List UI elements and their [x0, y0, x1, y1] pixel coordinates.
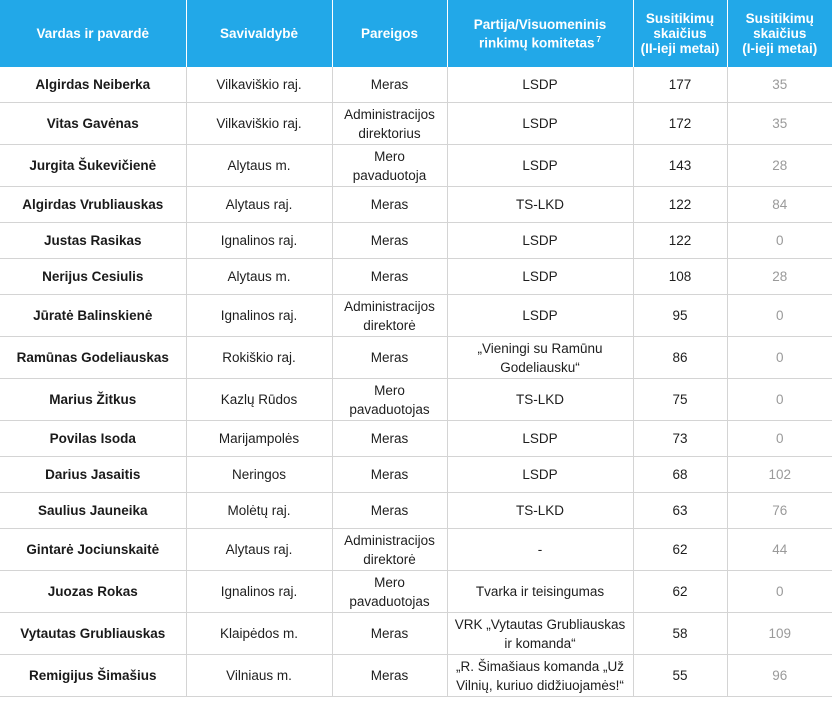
- cell-name: Justas Rasikas: [0, 223, 186, 259]
- cell-municipality: Klaipėdos m.: [186, 613, 332, 655]
- cell-party-line: Vilnių, kuriuo didžiuojamės!“: [456, 677, 624, 693]
- cell-party: [447, 493, 633, 529]
- cell-position: [332, 337, 447, 379]
- cell-position-line: Meras: [370, 350, 409, 365]
- cell-party: [447, 67, 633, 103]
- cell-position: [332, 571, 447, 613]
- cell-meetings-year1: 0: [727, 379, 832, 421]
- cell-meetings-year1: 0: [727, 295, 832, 337]
- cell-name: Ramūnas Godeliauskas: [0, 337, 186, 379]
- cell-meetings-year2: 73: [633, 421, 727, 457]
- cell-municipality: Vilkaviškio raj.: [186, 103, 332, 145]
- cell-position-line: Mero: [374, 574, 405, 590]
- cell-meetings-year1: 84: [727, 187, 832, 223]
- cell-municipality: Alytaus m.: [186, 259, 332, 295]
- cell-party-line: LSDP: [522, 77, 558, 92]
- cell-municipality: Kazlų Rūdos: [186, 379, 332, 421]
- cell-position-line: direktorė: [363, 551, 416, 567]
- cell-meetings-year2: 86: [633, 337, 727, 379]
- header-meetings-year1[interactable]: Susitikimų skaičius (I-ieji metai): [727, 0, 832, 67]
- cell-municipality: Ignalinos raj.: [186, 223, 332, 259]
- cell-meetings-year1: 28: [727, 145, 832, 187]
- cell-position-line: Meras: [370, 233, 409, 248]
- table-row: [0, 379, 832, 421]
- cell-name: Algirdas Neiberka: [0, 67, 186, 103]
- cell-name: Vitas Gavėnas: [0, 103, 186, 145]
- cell-position: [332, 295, 447, 337]
- cell-party-line: „R. Šimašiaus komanda „Už: [455, 658, 625, 674]
- table-row: [0, 187, 832, 223]
- cell-name: Juozas Rokas: [0, 571, 186, 613]
- table-row: [0, 613, 832, 655]
- cell-party-line: LSDP: [522, 233, 558, 248]
- cell-party-line: Godeliausku“: [500, 359, 580, 375]
- cell-municipality: Vilkaviškio raj.: [186, 67, 332, 103]
- cell-position: [332, 223, 447, 259]
- cell-meetings-year1: 35: [727, 67, 832, 103]
- cell-municipality: Alytaus raj.: [186, 529, 332, 571]
- cell-position-line: direktorė: [363, 317, 416, 333]
- cell-party: [447, 223, 633, 259]
- cell-position-line: Meras: [370, 467, 409, 482]
- cell-party-line: Tvarka ir teisingumas: [475, 584, 605, 599]
- cell-meetings-year2: 108: [633, 259, 727, 295]
- cell-position: [332, 421, 447, 457]
- footnote-marker: 7: [596, 34, 601, 44]
- cell-party-line: TS-LKD: [515, 392, 564, 407]
- table-row: [0, 421, 832, 457]
- cell-party: [447, 103, 633, 145]
- cell-name: Remigijus Šimašius: [0, 655, 186, 697]
- cell-party: [447, 295, 633, 337]
- cell-party: [447, 529, 633, 571]
- cell-position: [332, 529, 447, 571]
- cell-position-line: pavaduotojas: [349, 593, 430, 609]
- cell-name: Saulius Jauneika: [0, 493, 186, 529]
- cell-party: [447, 187, 633, 223]
- cell-party-line: LSDP: [522, 431, 558, 446]
- cell-municipality: Alytaus m.: [186, 145, 332, 187]
- cell-position: [332, 103, 447, 145]
- cell-meetings-year1: 109: [727, 613, 832, 655]
- cell-municipality: Neringos: [186, 457, 332, 493]
- cell-meetings-year1: 96: [727, 655, 832, 697]
- cell-party: [447, 655, 633, 697]
- cell-position-line: Meras: [370, 77, 409, 92]
- cell-party-line: VRK „Vytautas Grubliauskas: [454, 616, 626, 632]
- cell-party-line: LSDP: [522, 158, 558, 173]
- cell-position-line: Meras: [370, 668, 409, 683]
- cell-party-line: LSDP: [522, 116, 558, 131]
- cell-meetings-year2: 58: [633, 613, 727, 655]
- cell-municipality: Rokiškio raj.: [186, 337, 332, 379]
- cell-name: Darius Jasaitis: [0, 457, 186, 493]
- cell-meetings-year2: 143: [633, 145, 727, 187]
- cell-position-line: Mero: [374, 382, 405, 398]
- cell-name: Gintarė Jociunskaitė: [0, 529, 186, 571]
- cell-position-line: Meras: [370, 626, 409, 641]
- cell-meetings-year1: 35: [727, 103, 832, 145]
- table-body: [0, 67, 832, 697]
- cell-position-line: Meras: [370, 503, 409, 518]
- cell-municipality: Ignalinos raj.: [186, 571, 332, 613]
- cell-position-line: Administracijos: [344, 106, 435, 122]
- cell-name: Marius Žitkus: [0, 379, 186, 421]
- table-row: [0, 103, 832, 145]
- cell-municipality: Molėtų raj.: [186, 493, 332, 529]
- cell-party: [447, 145, 633, 187]
- cell-municipality: Marijampolės: [186, 421, 332, 457]
- cell-name: Nerijus Cesiulis: [0, 259, 186, 295]
- cell-party-line: LSDP: [522, 269, 558, 284]
- cell-meetings-year2: 63: [633, 493, 727, 529]
- cell-meetings-year1: 44: [727, 529, 832, 571]
- table-row: [0, 457, 832, 493]
- cell-position-line: Mero: [374, 148, 405, 164]
- cell-meetings-year2: 122: [633, 223, 727, 259]
- cell-party: [447, 613, 633, 655]
- cell-meetings-year2: 68: [633, 457, 727, 493]
- cell-meetings-year1: 0: [727, 571, 832, 613]
- cell-name: Jūratė Balinskienė: [0, 295, 186, 337]
- cell-meetings-year2: 55: [633, 655, 727, 697]
- cell-meetings-year1: 102: [727, 457, 832, 493]
- cell-position-line: pavaduotoja: [352, 167, 427, 183]
- cell-party-line: -: [537, 542, 543, 557]
- cell-party: [447, 259, 633, 295]
- table-row: [0, 571, 832, 613]
- cell-meetings-year2: 62: [633, 571, 727, 613]
- header-meetings-year2[interactable]: Susitikimų skaičius (II-ieji metai): [633, 0, 727, 67]
- cell-position: [332, 655, 447, 697]
- cell-name: Vytautas Grubliauskas: [0, 613, 186, 655]
- cell-party: [447, 571, 633, 613]
- cell-position: [332, 613, 447, 655]
- cell-party-line: „Vieningi su Ramūnu: [477, 340, 603, 356]
- cell-name: Povilas Isoda: [0, 421, 186, 457]
- header-party[interactable]: Partija/Visuomeninis rinkimų komitetas $^7$: [447, 0, 633, 67]
- cell-meetings-year1: 28: [727, 259, 832, 295]
- cell-name: Algirdas Vrubliauskas: [0, 187, 186, 223]
- cell-position: [332, 379, 447, 421]
- header-position[interactable]: Pareigos: [332, 0, 447, 67]
- cell-position-line: Meras: [370, 197, 409, 212]
- cell-meetings-year2: 95: [633, 295, 727, 337]
- cell-meetings-year2: 75: [633, 379, 727, 421]
- cell-meetings-year1: 0: [727, 337, 832, 379]
- cell-meetings-year1: 0: [727, 223, 832, 259]
- cell-party-line: ir komanda“: [504, 635, 576, 651]
- cell-position-line: Administracijos: [344, 298, 435, 314]
- cell-position: [332, 187, 447, 223]
- cell-position-line: Administracijos: [344, 532, 435, 548]
- cell-party-line: LSDP: [522, 308, 558, 323]
- cell-municipality: Vilniaus m.: [186, 655, 332, 697]
- cell-municipality: Ignalinos raj.: [186, 295, 332, 337]
- cell-position: [332, 259, 447, 295]
- cell-party: [447, 421, 633, 457]
- cell-position-line: pavaduotojas: [349, 401, 430, 417]
- table-row: [0, 337, 832, 379]
- cell-meetings-year2: 62: [633, 529, 727, 571]
- table-row: [0, 145, 832, 187]
- cell-meetings-year1: 76: [727, 493, 832, 529]
- cell-party: [447, 337, 633, 379]
- table-row: [0, 655, 832, 697]
- cell-meetings-year1: 0: [727, 421, 832, 457]
- cell-position-line: direktorius: [358, 125, 421, 141]
- cell-position-line: Meras: [370, 269, 409, 284]
- table-header: [0, 0, 832, 67]
- header-name[interactable]: Vardas ir pavardė: [0, 0, 186, 67]
- cell-municipality: Alytaus raj.: [186, 187, 332, 223]
- cell-party-line: TS-LKD: [515, 197, 564, 212]
- table-row: [0, 529, 832, 571]
- cell-party-line: LSDP: [522, 467, 558, 482]
- cell-name: Jurgita Šukevičienė: [0, 145, 186, 187]
- cell-party-line: TS-LKD: [515, 503, 564, 518]
- cell-party: [447, 457, 633, 493]
- cell-party: [447, 379, 633, 421]
- cell-position: [332, 145, 447, 187]
- cell-position: [332, 457, 447, 493]
- table-row: [0, 295, 832, 337]
- table-row: [0, 493, 832, 529]
- cell-meetings-year2: 122: [633, 187, 727, 223]
- table-row: [0, 67, 832, 103]
- cell-position: [332, 67, 447, 103]
- cell-meetings-year2: 172: [633, 103, 727, 145]
- table-row: [0, 259, 832, 295]
- cell-meetings-year2: 177: [633, 67, 727, 103]
- header-municipality[interactable]: Savivaldybė: [186, 0, 332, 67]
- cell-position-line: Meras: [370, 431, 409, 446]
- cell-position: [332, 493, 447, 529]
- table-row: [0, 223, 832, 259]
